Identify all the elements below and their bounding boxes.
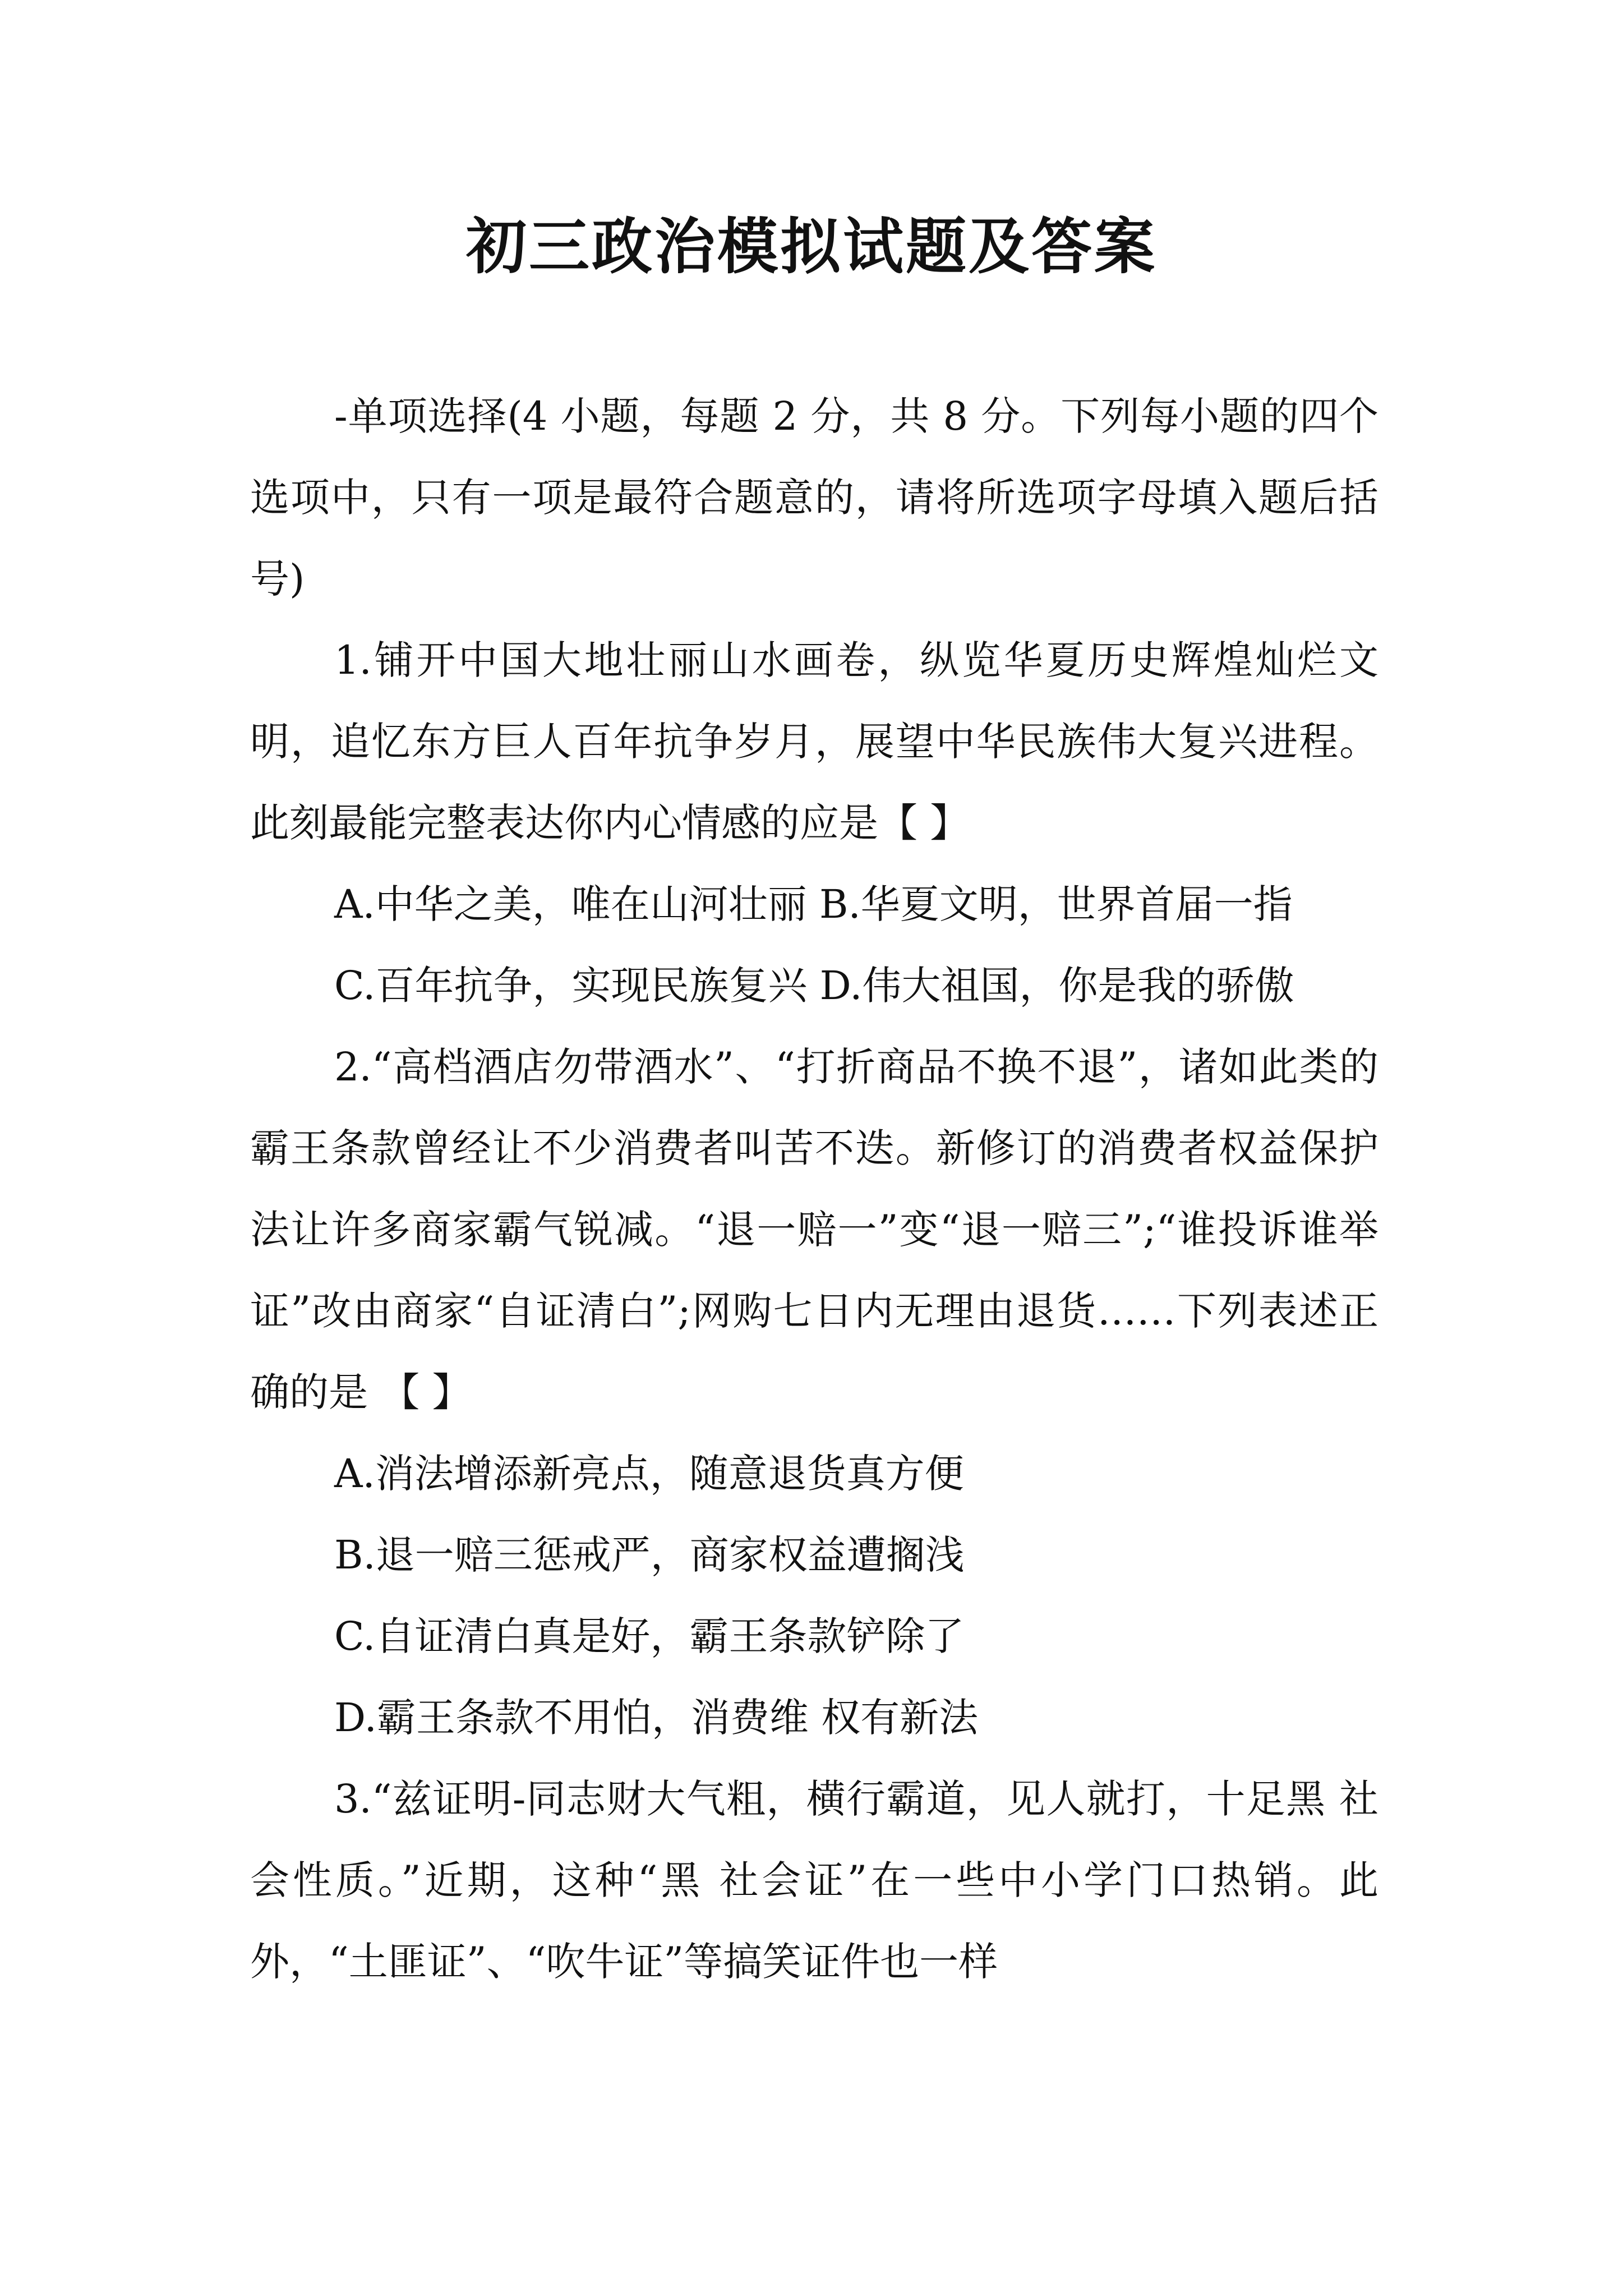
question-2-option-c: C.自证清白真是好，霸王条款铲除了 [334, 1613, 965, 1659]
question-2-option-d: D.霸王条款不用怕，消费维 权有新法 [334, 1695, 979, 1741]
document-body [250, 376, 1378, 2003]
question-1-text: 1.铺开中国大地壮丽山水画卷，纵览华夏历史辉煌灿烂文明，追忆东方巨人百年抗争岁月，展望中华民族伟大复兴进程。此刻最能完整表达你内心情感的应是【 】 [250, 637, 1378, 846]
question-1-options-ab: A.中华之美，唯在山河壮丽 B.华夏文明，世界首届一指 [334, 881, 1293, 927]
section-instructions: -单项选择(4 小题，每题 2 分，共 8 分。下列每小题的四个选项中，只有一项是最符合题意的，请将所选项字母填入题后括号) [250, 393, 1378, 602]
document-title: 初三政治模拟试题及答案 [465, 211, 1157, 282]
question-3-text: 3.“兹证明-同志财大气粗，横行霸道，见人就打，十足黑 社会性质。”近期，这种“黑 社会证”在一些中小学门口热销。此外，“土匪证”、“吹牛证”等搞笑证件也一样 [250, 1776, 1378, 1985]
question-1-options-cd: C.百年抗争，实现民族复兴 D.伟大祖国，你是我的骄傲 [334, 963, 1294, 1009]
question-2-option-b: B.退一赔三惩戒严，商家权益遭搁浅 [334, 1532, 965, 1578]
question-2-text: 2.“高档酒店勿带酒水”、“打折商品不换不退”，诸如此类的霸王条款曾经让不少消费者叫苦不迭。新修订的消费者权益保护 法让许多商家霸气锐减。“退一赔一”变“退一赔三”;“谁投诉谁举证”改由商家“自证清白”;网购七日内无理由退货……下列表述正确的是 【 】 [250, 1044, 1378, 1415]
question-2-option-a: A.消法增添新亮点，随意退货真方便 [334, 1451, 964, 1497]
